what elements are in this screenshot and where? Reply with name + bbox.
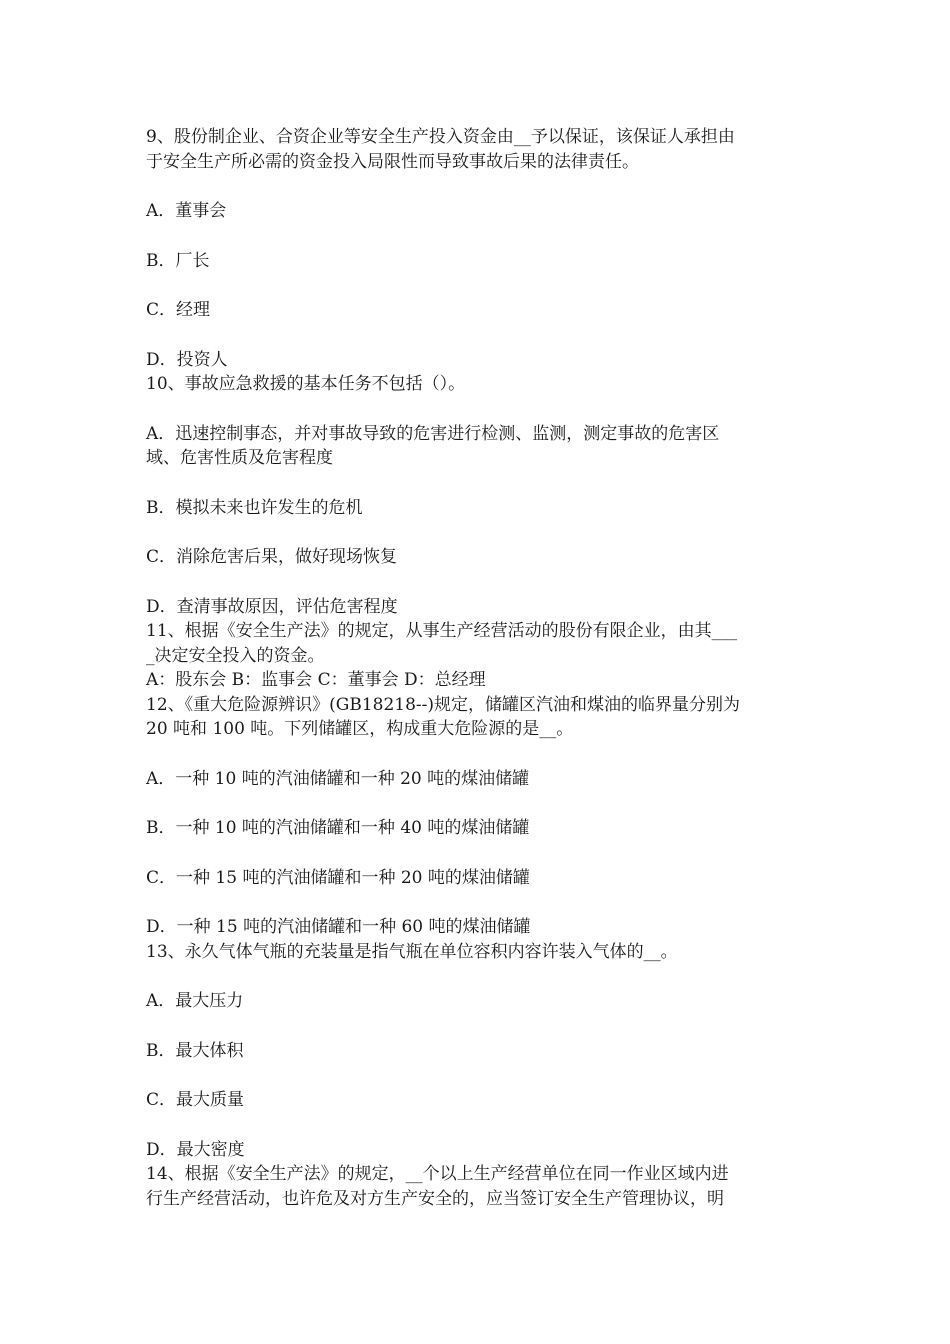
question-12-option-c: C．一种 15 吨的汽油储罐和一种 20 吨的煤油储罐 <box>146 867 530 888</box>
question-12 <box>146 693 810 940</box>
question-13-stem-line-1: 13、永久气体气瓶的充装量是指气瓶在单位容积内容许装入气体的__。 <box>146 941 678 962</box>
document-page <box>146 125 810 1211</box>
question-14 <box>146 1162 810 1211</box>
question-11-stem-line-2: _决定安全投入的资金。 <box>146 645 325 666</box>
question-9-stem-line-2: 于安全生产所必需的资金投入局限性而导致事故后果的法律责任。 <box>146 151 639 172</box>
question-12-option-b: B．一种 10 吨的汽油储罐和一种 40 吨的煤油储罐 <box>146 818 530 838</box>
question-12-option-d: D．一种 15 吨的汽油储罐和一种 60 吨的煤油储罐 <box>146 917 531 937</box>
question-11-options: A：股东会 B：监事会 C：董事会 D：总经理 <box>146 670 486 690</box>
question-10-option-c: C．消除危害后果，做好现场恢复 <box>146 547 398 567</box>
question-10-option-b: B．模拟未来也许发生的危机 <box>146 497 363 518</box>
question-13 <box>146 940 810 1163</box>
question-10-option-d: D．查清事故原因，评估危害程度 <box>146 596 398 617</box>
question-13-option-a: A．最大压力 <box>146 991 244 1011</box>
question-12-stem-line-1: 12、《重大危险源辨识》(GB18218--)规定，储罐区汽油和煤油的临界量分别为 <box>146 694 741 715</box>
question-12-option-a: A．一种 10 吨的汽油储罐和一种 20 吨的煤油储罐 <box>146 768 530 789</box>
question-13-option-b: B．最大体积 <box>146 1040 244 1061</box>
question-12-stem-line-2: 20 吨和 100 吨。下列储罐区，构成重大危险源的是__。 <box>146 719 574 739</box>
question-9 <box>146 125 810 372</box>
question-10 <box>146 372 810 619</box>
question-9-option-b: B．厂长 <box>146 250 210 271</box>
question-10-stem-line-1: 10、事故应急救援的基本任务不包括（）。 <box>146 374 466 394</box>
question-10-option-a-line-1: A．迅速控制事态，并对事故导致的危害进行检测、监测，测定事故的危害区 <box>146 423 720 444</box>
question-14-stem-line-1: 14、根据《安全生产法》的规定，__个以上生产经营单位在同一作业区域内进 <box>146 1164 729 1184</box>
question-9-stem-line-1: 9、股份制企业、合资企业等安全生产投入资金由__予以保证，该保证人承担由 <box>146 127 735 147</box>
question-11-stem-line-1: 11、根据《安全生产法》的规定，从事生产经营活动的股份有限企业，由其___ <box>146 621 738 641</box>
question-9-option-d: D．投资人 <box>146 349 228 370</box>
question-13-option-d: D．最大密度 <box>146 1139 245 1160</box>
question-9-option-a: A．董事会 <box>146 201 227 221</box>
question-14-stem-line-2: 行生产经营活动，也许危及对方生产安全的，应当签订安全生产管理协议，明 <box>146 1188 724 1209</box>
question-11 <box>146 619 810 693</box>
question-10-option-a-line-2: 域、危害性质及危害程度 <box>146 448 333 468</box>
question-9-option-c: C．经理 <box>146 300 211 320</box>
question-13-option-c: C．最大质量 <box>146 1090 245 1110</box>
